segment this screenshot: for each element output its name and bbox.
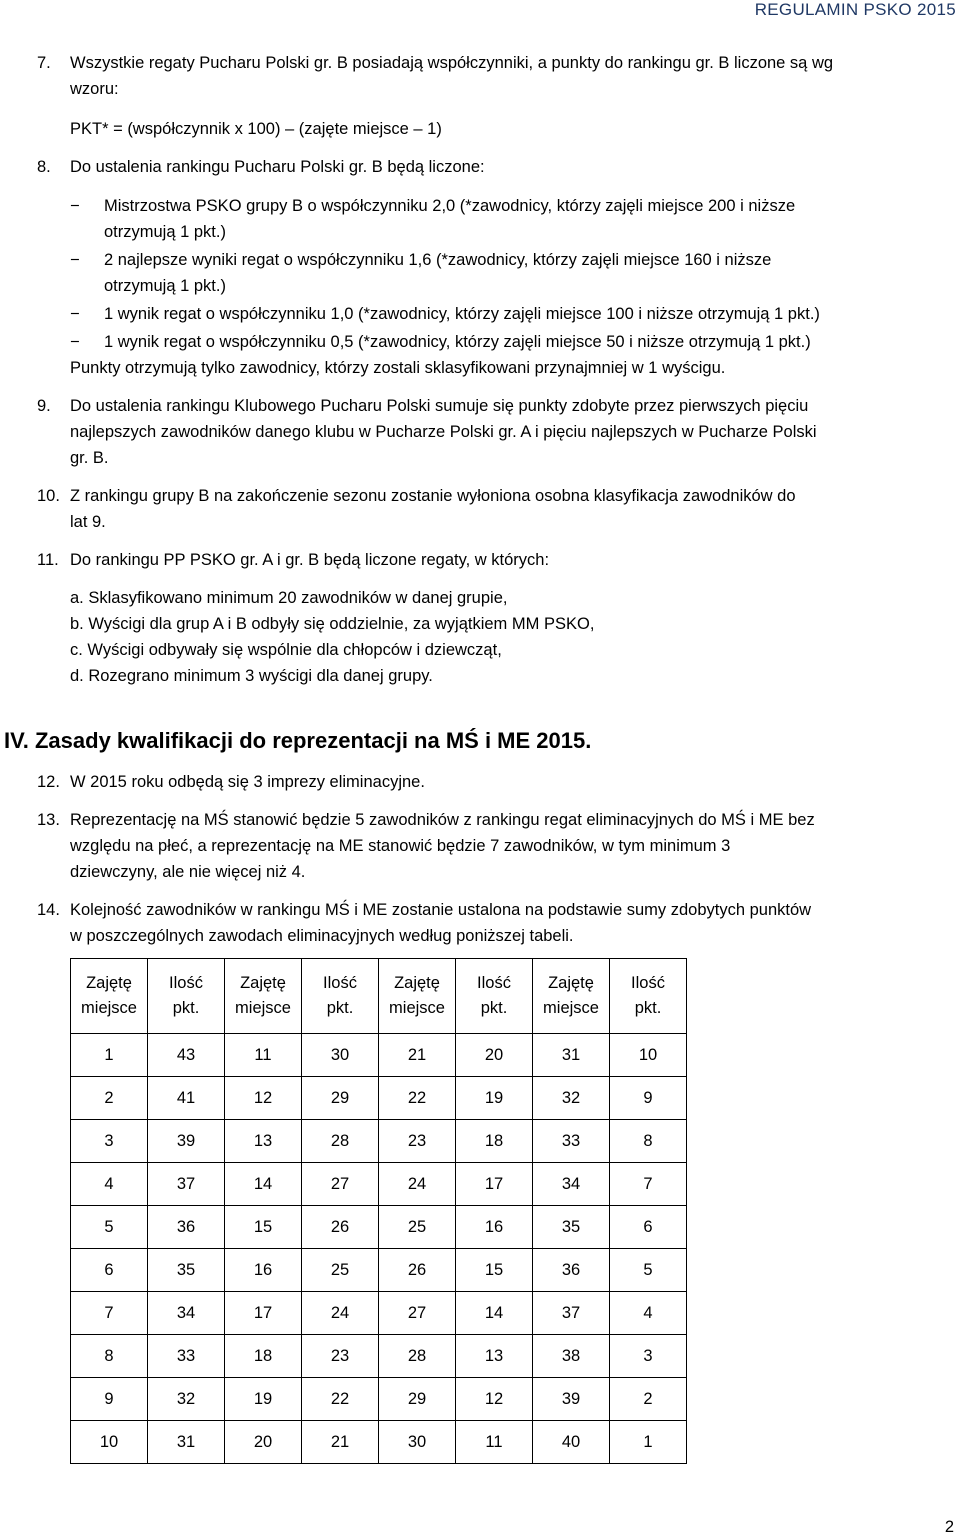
table-cell: 12 — [456, 1378, 533, 1421]
item-11-sub-a: a. Sklasyfikowano minimum 20 zawodników w danej grupie, — [70, 589, 508, 607]
table-cell: 41 — [148, 1077, 225, 1120]
table-cell: 32 — [148, 1378, 225, 1421]
bullet-2-line1: 2 najlepsze wyniki regat o współczynniku 1,6 (*zawodnicy, którzy zajęli miejsce 160 i niższe — [104, 251, 772, 269]
item-11-sub-c: c. Wyścigi odbywały się wspólnie dla chłopców i dziewcząt, — [70, 641, 502, 659]
table-cell: 38 — [533, 1335, 610, 1378]
item-12-number: 12. — [37, 773, 60, 791]
table-cell: 37 — [148, 1163, 225, 1206]
item-9-text-line3: gr. B. — [70, 449, 109, 467]
table-cell: 37 — [533, 1292, 610, 1335]
table-cell: 14 — [456, 1292, 533, 1335]
table-row — [71, 1335, 687, 1378]
table-cell: 8 — [610, 1120, 687, 1163]
table-cell: 12 — [225, 1077, 302, 1120]
table-cell: 14 — [225, 1163, 302, 1206]
table-cell: 16 — [456, 1206, 533, 1249]
table-header-cell: Ilość pkt. — [148, 959, 225, 1034]
table-cell: 18 — [456, 1120, 533, 1163]
table-header-cell: Ilość pkt. — [610, 959, 687, 1034]
table-cell: 1 — [71, 1034, 148, 1077]
item-11-text: Do rankingu PP PSKO gr. A i gr. B będą liczone regaty, w których: — [70, 551, 550, 569]
table-cell: 36 — [533, 1249, 610, 1292]
table-cell: 22 — [302, 1378, 379, 1421]
item-8-number: 8. — [37, 158, 51, 176]
table-cell: 19 — [225, 1378, 302, 1421]
item-13-text-line1: Reprezentację na MŚ stanowić będzie 5 zawodników z rankingu regat eliminacyjnych do MŚ i ME bez — [70, 811, 815, 829]
table-cell: 10 — [610, 1034, 687, 1077]
table-cell: 11 — [225, 1034, 302, 1077]
table-cell: 39 — [148, 1120, 225, 1163]
item-14-text-line1: Kolejność zawodników w rankingu MŚ i ME zostanie ustalona na podstawie sumy zdobytych punktów — [70, 901, 812, 919]
section-heading: IV. Zasady kwalifikacji do reprezentacji na MŚ i ME 2015. — [4, 728, 592, 753]
table-cell: 26 — [302, 1206, 379, 1249]
item-13-text-line2: względu na płeć, a reprezentację na ME stanowić będzie 7 zawodników, w tym minimum 3 — [70, 837, 731, 855]
item-8-note: Punkty otrzymują tylko zawodnicy, którzy zostali sklasyfikowani przynajmniej w 1 wyścigu. — [70, 359, 726, 377]
table-cell: 33 — [533, 1120, 610, 1163]
table-row — [71, 1120, 687, 1163]
table-cell: 10 — [71, 1421, 148, 1464]
table-header-cell: Ilość pkt. — [456, 959, 533, 1034]
table-cell: 23 — [379, 1120, 456, 1163]
table-cell: 24 — [302, 1292, 379, 1335]
table-cell: 43 — [148, 1034, 225, 1077]
bullet-dash: − — [70, 251, 80, 269]
item-7-number: 7. — [37, 54, 51, 72]
page-number: 2 — [944, 1518, 954, 1536]
table-row — [71, 1421, 687, 1464]
item-7-text-line1: Wszystkie regaty Pucharu Polski gr. B posiadają współczynniki, a punkty do rankingu gr. B liczone są wg — [70, 54, 834, 72]
table-cell: 34 — [148, 1292, 225, 1335]
table-row — [71, 1034, 687, 1077]
table-header-cell: Zajętę miejsce — [533, 959, 610, 1034]
table-header-cell: Zajętę miejsce — [71, 959, 148, 1034]
table-cell: 24 — [379, 1163, 456, 1206]
bullet-2-line2: otrzymują 1 pkt.) — [104, 277, 226, 295]
table-cell: 17 — [225, 1292, 302, 1335]
item-10-text-line2: lat 9. — [70, 513, 106, 531]
item-9-text-line2: najlepszych zawodników danego klubu w Pucharze Polski gr. A i pięciu najlepszych w Pucharze Polski — [70, 423, 817, 441]
table-cell: 11 — [456, 1421, 533, 1464]
item-10-text-line1: Z rankingu grupy B na zakończenie sezonu zostanie wyłoniona osobna klasyfikacja zawodników do — [70, 487, 796, 505]
table-cell: 22 — [379, 1077, 456, 1120]
table-cell: 5 — [610, 1249, 687, 1292]
table-cell: 2 — [71, 1077, 148, 1120]
item-9-text-line1: Do ustalenia rankingu Klubowego Pucharu Polski sumuje się punkty zdobyte przez pierwszych pięciu — [70, 397, 809, 415]
table-cell: 6 — [610, 1206, 687, 1249]
table-cell: 1 — [610, 1421, 687, 1464]
table-row — [71, 1163, 687, 1206]
table-cell: 31 — [533, 1034, 610, 1077]
bullet-1-line1: Mistrzostwa PSKO grupy B o współczynniku 2,0 (*zawodnicy, którzy zajęli miejsce 200 i niższe — [104, 197, 796, 215]
table-cell: 30 — [379, 1421, 456, 1464]
page-header-title: REGULAMIN PSKO 2015 — [754, 0, 956, 19]
table-header-row — [71, 959, 687, 1034]
table-cell: 39 — [533, 1378, 610, 1421]
table-cell: 16 — [225, 1249, 302, 1292]
table-cell: 21 — [302, 1421, 379, 1464]
item-7-text-line2: wzoru: — [70, 80, 119, 98]
table-cell: 7 — [610, 1163, 687, 1206]
table-cell: 15 — [456, 1249, 533, 1292]
table-cell: 33 — [148, 1335, 225, 1378]
table-header-cell: Ilość pkt. — [302, 959, 379, 1034]
table-cell: 34 — [533, 1163, 610, 1206]
table-cell: 9 — [610, 1077, 687, 1120]
table-cell: 8 — [71, 1335, 148, 1378]
table-cell: 25 — [302, 1249, 379, 1292]
item-10-number: 10. — [37, 487, 60, 505]
table-cell: 27 — [302, 1163, 379, 1206]
table-cell: 19 — [456, 1077, 533, 1120]
table-cell: 36 — [148, 1206, 225, 1249]
points-table — [70, 958, 687, 1464]
item-11-sub-b: b. Wyścigi dla grup A i B odbyły się oddzielnie, za wyjątkiem MM PSKO, — [70, 615, 595, 633]
bullet-dash: − — [70, 197, 80, 215]
table-cell: 35 — [148, 1249, 225, 1292]
table-cell: 32 — [533, 1077, 610, 1120]
table-cell: 4 — [610, 1292, 687, 1335]
table-cell: 27 — [379, 1292, 456, 1335]
table-row — [71, 1077, 687, 1120]
bullet-3-line1: 1 wynik regat o współczynniku 1,0 (*zawodnicy, którzy zajęli miejsce 100 i niższe otrzymują 1 pkt.) — [104, 305, 820, 323]
table-cell: 7 — [71, 1292, 148, 1335]
table-header-cell: Zajętę miejsce — [225, 959, 302, 1034]
table-cell: 3 — [610, 1335, 687, 1378]
item-13-text-line3: dziewczyny, ale nie więcej niż 4. — [70, 863, 306, 881]
table-cell: 40 — [533, 1421, 610, 1464]
table-cell: 20 — [225, 1421, 302, 1464]
table-cell: 13 — [225, 1120, 302, 1163]
bullet-1-line2: otrzymują 1 pkt.) — [104, 223, 226, 241]
table-cell: 3 — [71, 1120, 148, 1163]
table-cell: 23 — [302, 1335, 379, 1378]
table-cell: 28 — [379, 1335, 456, 1378]
bullet-dash: − — [70, 305, 80, 323]
item-9-number: 9. — [37, 397, 51, 415]
item-8-text: Do ustalenia rankingu Pucharu Polski gr. B będą liczone: — [70, 158, 485, 176]
table-cell: 17 — [456, 1163, 533, 1206]
table-cell: 18 — [225, 1335, 302, 1378]
item-14-number: 14. — [37, 901, 60, 919]
table-cell: 15 — [225, 1206, 302, 1249]
table-row — [71, 1206, 687, 1249]
bullet-4-line1: 1 wynik regat o współczynniku 0,5 (*zawodnicy, którzy zajęli miejsce 50 i niższe otrzymują 1 pkt.) — [104, 333, 811, 351]
table-cell: 9 — [71, 1378, 148, 1421]
table-cell: 30 — [302, 1034, 379, 1077]
table-cell: 29 — [379, 1378, 456, 1421]
table-cell: 28 — [302, 1120, 379, 1163]
item-14-text-line2: w poszczególnych zawodach eliminacyjnych według poniższej tabeli. — [70, 927, 574, 945]
table-header-cell: Zajętę miejsce — [379, 959, 456, 1034]
table-cell: 13 — [456, 1335, 533, 1378]
table-cell: 29 — [302, 1077, 379, 1120]
item-11-sub-d: d. Rozegrano minimum 3 wyścigi dla danej grupy. — [70, 667, 433, 685]
table-cell: 2 — [610, 1378, 687, 1421]
table-row — [71, 1378, 687, 1421]
table-row — [71, 1292, 687, 1335]
table-cell: 31 — [148, 1421, 225, 1464]
item-12-text: W 2015 roku odbędą się 3 imprezy eliminacyjne. — [70, 773, 425, 791]
table-cell: 5 — [71, 1206, 148, 1249]
item-7-formula: PKT* = (współczynnik x 100) – (zajęte miejsce – 1) — [70, 120, 442, 138]
item-11-number: 11. — [37, 551, 59, 569]
table-cell: 6 — [71, 1249, 148, 1292]
table-cell: 21 — [379, 1034, 456, 1077]
table-cell: 26 — [379, 1249, 456, 1292]
table-cell: 4 — [71, 1163, 148, 1206]
bullet-dash: − — [70, 333, 80, 351]
table-cell: 25 — [379, 1206, 456, 1249]
table-cell: 35 — [533, 1206, 610, 1249]
table-cell: 20 — [456, 1034, 533, 1077]
item-13-number: 13. — [37, 811, 60, 829]
table-row — [71, 1249, 687, 1292]
